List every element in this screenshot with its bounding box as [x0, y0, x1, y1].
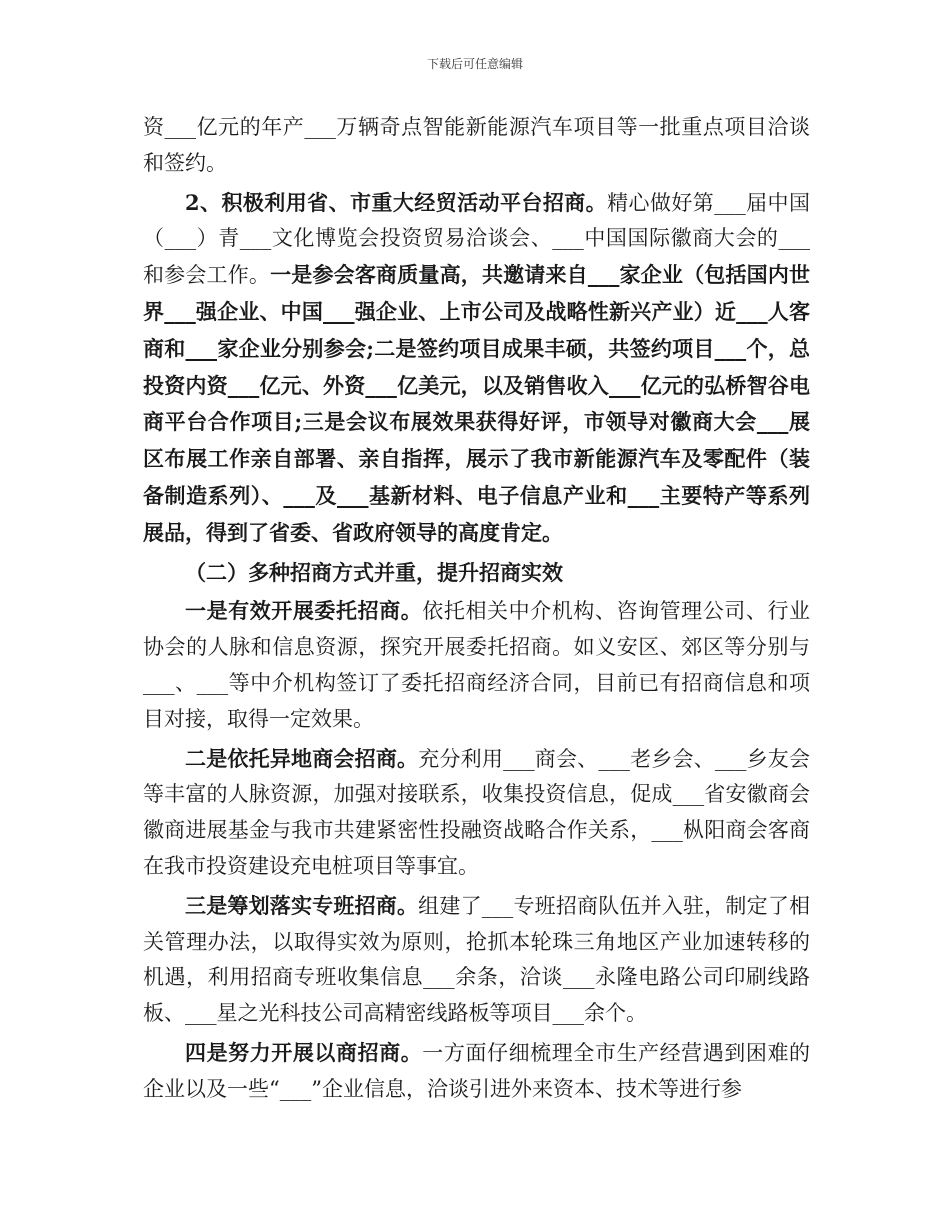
paragraph-business-investment: [143, 1035, 810, 1108]
paragraph-heading: 三是筹划落实专班招商。: [185, 892, 419, 918]
text-run: 资___亿元的年产___万辆奇点智能新能源汽车项目等一批重点项目洽谈和签约。: [143, 115, 810, 175]
text-run: 依托相关中介机构、咨询管理公司、行业协会的人脉和信息资源，探究开展委托招商。如义安区、郊区等分别与___、___等中介机构签订了委托招商经济合同，目前已有招商信息和项目对接，取得一定效果。: [143, 599, 811, 731]
text-run-bold: 一是参会客商质量高，共邀请来自___家企业（包括国内世界___强企业、中国___强企业、上市公司及战略性新兴产业）近___人客商和___家企业分别参会;二是签约项目成果丰硕，共签约项目___个，总投资内资___亿元、外资___亿美元，以及销售收入___亿元的弘桥智谷电商平台合作项目;三是会议布展效果获得好评，市领导对徽商大会___展区布展工作亲自部署、亲自指挥，展示了我市新能源汽车及零配件（装备制造系列）、___及___基新材料、电子信息产业和___主要特产等系列展品，得到了省委、省政府领导的高度肯定。: [143, 262, 811, 545]
text-run: 一方面仔细梳理全市生产经营遇到困难的企业以及一些“___”企业信息，洽谈引进外来资本、技术等进行参: [143, 1040, 811, 1101]
section-heading: [143, 555, 810, 591]
paragraph-entrusted-investment: [143, 593, 810, 737]
paragraph-heading: 二是依托异地商会招商。: [185, 745, 419, 771]
paragraph-continuation: [143, 110, 810, 182]
paragraph-heading: 一是有效开展委托招商。: [185, 598, 423, 624]
page-header: 下载后可任意编辑: [426, 57, 523, 71]
paragraph-heading: 四是努力开展以商招商。: [185, 1039, 423, 1065]
text-run: 精心做好第___届中国（___）青___文化博览会投资贸易洽谈会、___中国国际徽商大会的___和参会工作。: [143, 190, 810, 288]
paragraph-chamber-investment: [143, 741, 810, 885]
paragraph-heading: 2、积极利用省、市重大经贸活动平台招商。: [185, 189, 608, 215]
section-title: （二）多种招商方式并重，提升招商实效: [185, 559, 563, 585]
text-run: 充分利用___商会、___老乡会、___乡友会等丰富的人脉资源，加强对接联系，收集投资信息，促成___省安徽商会徽商进展基金与我市共建紧密性投融资战略合作关系，___枞阳商会客商在我市投资建设充电桩项目等事宜。: [143, 746, 811, 878]
document-body: [143, 110, 810, 1108]
paragraph-trade-platform: [143, 185, 810, 552]
paragraph-special-team: [143, 888, 810, 1032]
text-run: 组建了___专班招商队伍并入驻，制定了相关管理办法，以取得实效为原则，抢抓本轮珠三角地区产业加速转移的机遇，利用招商专班收集信息___余条，洽谈___永隆电路公司印刷线路板、___星之光科技公司高精密线路板等项目___余个。: [143, 893, 811, 1026]
